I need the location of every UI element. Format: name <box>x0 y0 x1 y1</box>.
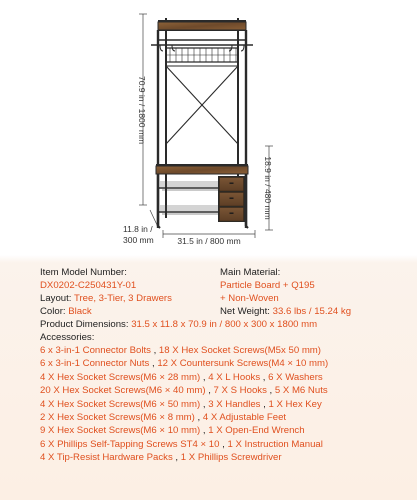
layout-row <box>40 293 172 304</box>
accessory-item: 4 X Hex Socket Screws(M6 × 50 mm) <box>40 398 201 410</box>
dimensions-label: Product Dimensions: <box>40 319 129 330</box>
bench-seat <box>156 166 248 174</box>
accessory-item: 4 X Hex Socket Screws(M6 × 28 mm) <box>40 371 201 383</box>
drawer-unit <box>218 176 245 222</box>
color-row <box>40 306 92 317</box>
accessory-row: 6 x 3-in-1 Connector Bolts , 18 X Hex Socket Screws(M5x 50 mm) <box>40 345 321 356</box>
accessory-item: 3 X Handles <box>208 398 261 410</box>
accessory-item: 9 X Hex Socket Screws(M6 × 10 mm) <box>40 425 201 437</box>
accessory-item: 2 X Hex Socket Screws(M6 × 8 mm) <box>40 412 195 423</box>
accessory-item: 4 X Tip-Resist Hardware Packs <box>40 452 173 464</box>
accessory-row: 6 x 3-in-1 Connector Nuts , 12 X Countersunk Screws(M4 × 10 mm) <box>40 358 329 370</box>
accessory-item: 7 X S Hooks <box>213 385 267 397</box>
layout-value: Tree, 3-Tier, 3 Drawers <box>73 293 172 304</box>
accessory-item: 1 X Phillips Screwdriver <box>180 452 282 464</box>
weight-value: 33.6 lbs / 15.24 kg <box>272 306 352 317</box>
accessory-item: 6 X Washers <box>268 371 323 383</box>
top-shelf <box>158 22 246 30</box>
accessory-row: 4 X Hex Socket Screws(M6 × 50 mm) , 3 X Handles , 1 X Hex Key <box>40 398 322 410</box>
accessory-item: 6 x 3-in-1 Connector Bolts <box>40 345 151 356</box>
model-number-label: Item Model Number: <box>40 267 127 278</box>
layout-label: Layout: <box>40 293 72 304</box>
model-number-value: DX0202-C250431Y-01 <box>40 280 137 291</box>
bench-height-dimension-label: 18.9 in / 480 mm <box>263 156 273 220</box>
accessory-row: 2 X Hex Socket Screws(M6 × 8 mm) , 4 X Adjustable Feet <box>40 412 287 423</box>
material-value-1: Particle Board + Q195 <box>220 280 315 291</box>
accessory-item: 18 X Hex Socket Screws(M5x 50 mm) <box>158 345 321 356</box>
dimensions-value: 31.5 x 11.8 x 70.9 in / 800 x 300 x 1800 mm <box>131 319 318 330</box>
material-value-2: + Non-Woven <box>220 293 279 304</box>
accessory-row: 4 X Tip-Resist Hardware Packs , 1 X Phillips Screwdriver <box>40 452 282 464</box>
color-value: Black <box>68 306 92 317</box>
color-label: Color: <box>40 306 66 317</box>
height-dimension-label: 70.9 in / 1800 mm <box>137 75 147 145</box>
accessory-item: 4 X Adjustable Feet <box>202 412 287 423</box>
accessory-row: 4 X Hex Socket Screws(M6 × 28 mm) , 4 X L Hooks , 6 X Washers <box>40 371 323 383</box>
accessory-item: 1 X Instruction Manual <box>227 438 323 450</box>
accessory-item: 1 X Hex Key <box>268 398 322 410</box>
width-dimension-label: 31.5 in / 800 mm <box>177 236 241 246</box>
weight-row <box>220 306 351 317</box>
accessory-item: 4 X L Hooks <box>208 371 261 383</box>
accessory-item: 20 X Hex Socket Screws(M6 × 40 mm) <box>40 385 206 397</box>
accessory-row: 20 X Hex Socket Screws(M6 × 40 mm) , 7 X S Hooks , 5 X M6 Nuts <box>40 385 328 397</box>
weight-label: Net Weight: <box>220 306 270 317</box>
accessory-row: 9 X Hex Socket Screws(M6 × 10 mm) , 1 X Open-End Wrench <box>40 425 305 437</box>
dimensions-row <box>40 319 317 330</box>
accessory-row: 6 X Phillips Self-Tapping Screws ST4 × 10 , 1 X Instruction Manual <box>40 438 323 450</box>
accessory-item: 5 X M6 Nuts <box>274 385 328 397</box>
accessory-item: 1 X Open-End Wrench <box>208 425 305 437</box>
depth-dimension-label-line1: 11.8 in / <box>123 224 153 234</box>
depth-dimension-label-line2: 300 mm <box>123 235 154 245</box>
specifications-panel <box>0 255 417 500</box>
accessory-item: 6 x 3-in-1 Connector Nuts <box>40 358 150 370</box>
material-label: Main Material: <box>220 267 281 278</box>
accessory-item: 6 X Phillips Self-Tapping Screws ST4 × 10 <box>40 438 220 450</box>
accessory-item: 12 X Countersunk Screws(M4 × 10 mm) <box>157 358 329 370</box>
accessories-label: Accessories: <box>40 332 95 343</box>
